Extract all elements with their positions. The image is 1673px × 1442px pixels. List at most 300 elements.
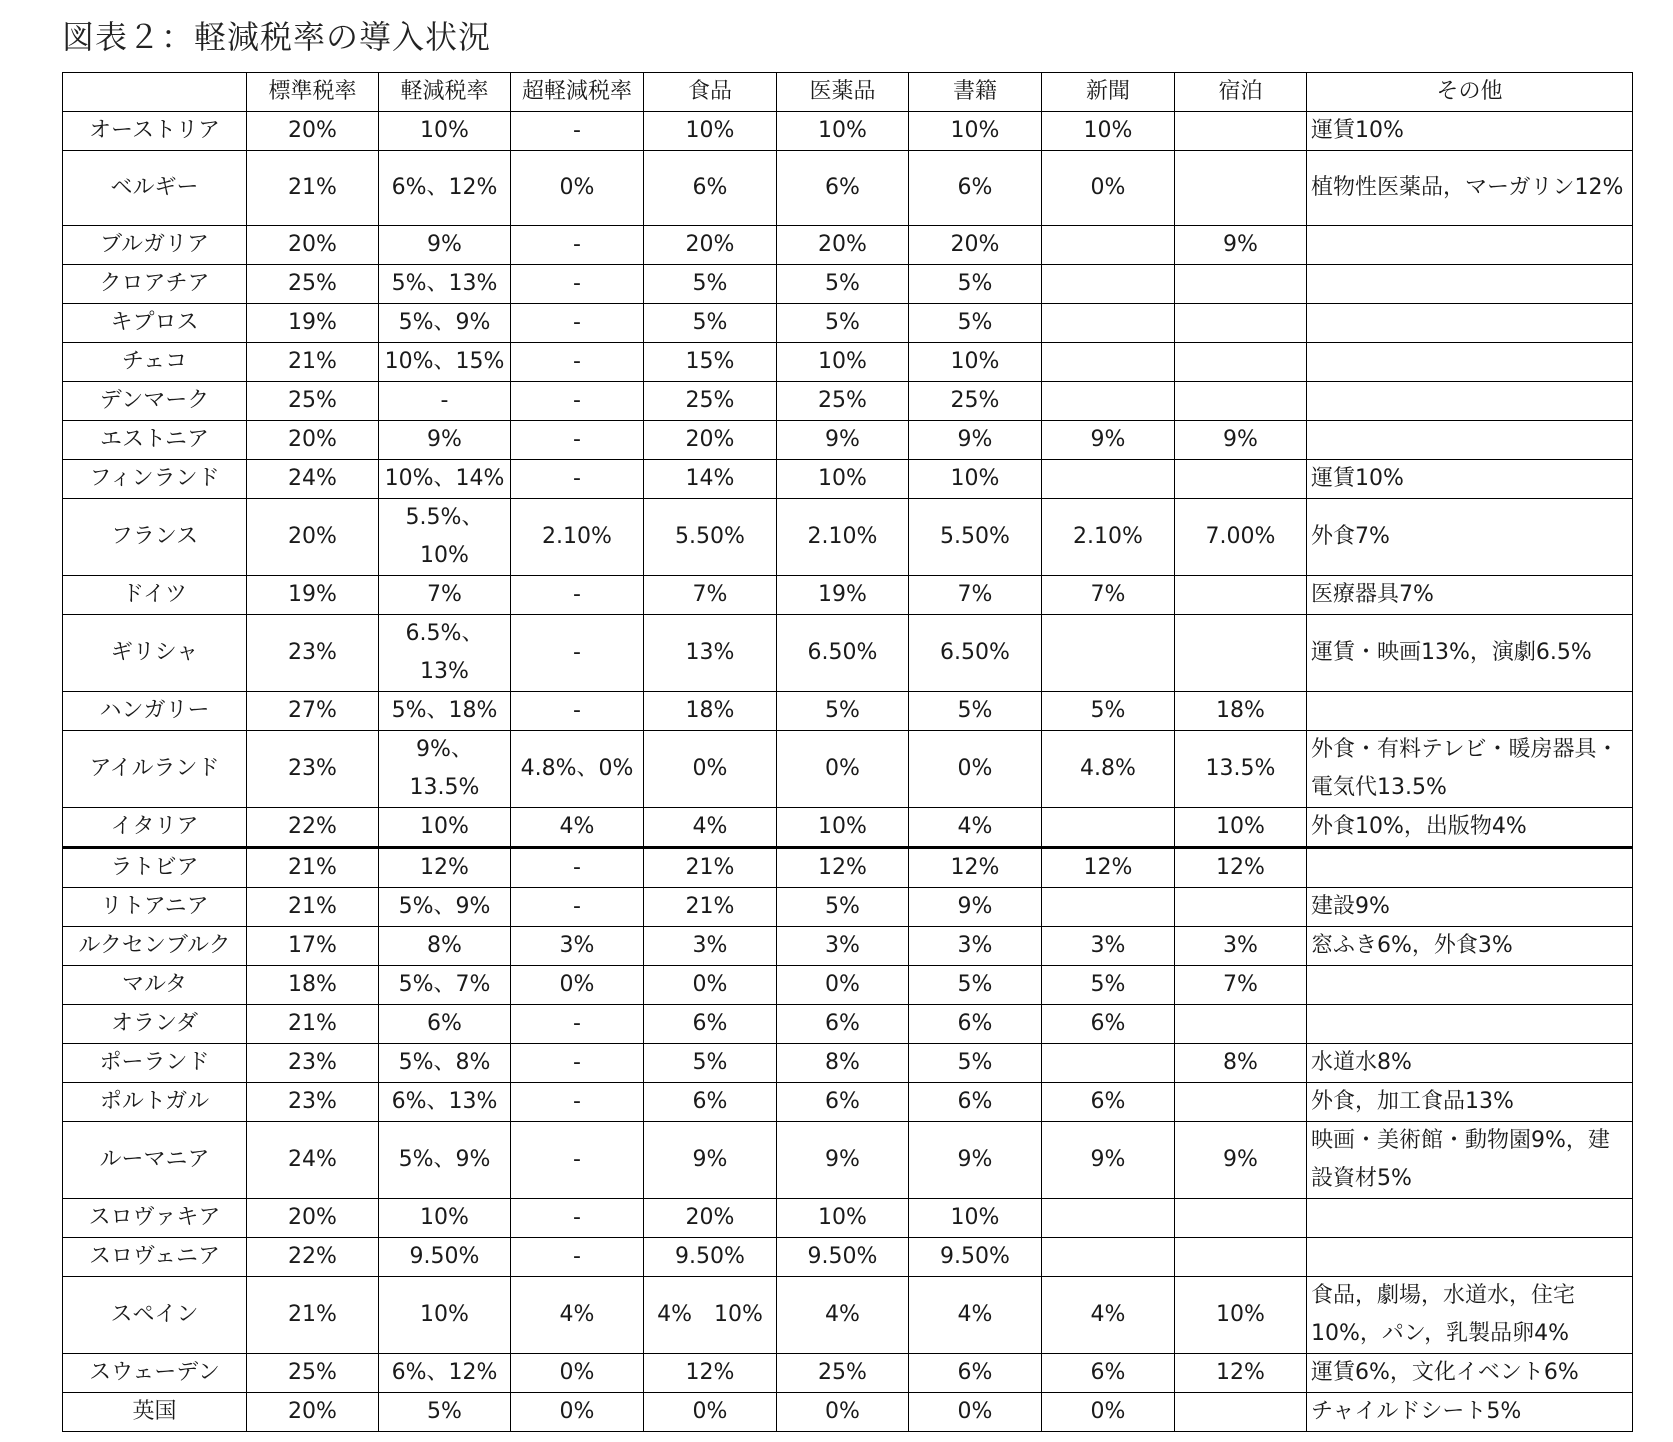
accommodation-cell: 7.00%: [1175, 499, 1307, 576]
food-cell: 5%: [644, 1044, 777, 1083]
standard-rate-cell: 17%: [247, 927, 379, 966]
newspapers-cell: 4.8%: [1042, 731, 1175, 808]
accommodation-cell: [1175, 151, 1307, 226]
books-cell: 7%: [909, 576, 1042, 615]
food-cell: 21%: [644, 848, 777, 888]
standard-rate-cell: 20%: [247, 499, 379, 576]
reduced-rate-cell: 9%: [379, 226, 511, 265]
accommodation-cell: [1175, 888, 1307, 927]
books-cell: 5%: [909, 304, 1042, 343]
table-row: [63, 499, 1633, 576]
reduced-rate-cell: -: [379, 382, 511, 421]
table-row: [63, 1083, 1633, 1122]
country-cell: リトアニア: [63, 888, 247, 927]
newspapers-cell: 12%: [1042, 848, 1175, 888]
books-cell: 9%: [909, 1122, 1042, 1199]
books-cell: 10%: [909, 460, 1042, 499]
medicine-cell: 19%: [777, 576, 909, 615]
newspapers-cell: [1042, 343, 1175, 382]
country-cell: ポーランド: [63, 1044, 247, 1083]
super-reduced-rate-cell: -: [511, 1083, 644, 1122]
accommodation-cell: 3%: [1175, 927, 1307, 966]
table-row: [63, 692, 1633, 731]
other-cell: 外食，加工食品13%: [1307, 1083, 1633, 1122]
medicine-cell: 10%: [777, 343, 909, 382]
standard-rate-cell: 25%: [247, 265, 379, 304]
reduced-rate-cell: 10%、14%: [379, 460, 511, 499]
reduced-rate-cell: 10%: [379, 112, 511, 151]
table-row: [63, 966, 1633, 1005]
other-cell: 外食・有料テレビ・暖房器具・電気代13.5%: [1307, 731, 1633, 808]
books-cell: 9%: [909, 888, 1042, 927]
standard-rate-cell: 23%: [247, 1044, 379, 1083]
super-reduced-rate-cell: -: [511, 1199, 644, 1238]
accommodation-cell: [1175, 304, 1307, 343]
super-reduced-rate-cell: 4.8%、0%: [511, 731, 644, 808]
super-reduced-rate-cell: 2.10%: [511, 499, 644, 576]
accommodation-cell: [1175, 1083, 1307, 1122]
country-cell: クロアチア: [63, 265, 247, 304]
table-row: [63, 304, 1633, 343]
medicine-cell: 25%: [777, 382, 909, 421]
table-row: [63, 808, 1633, 848]
food-cell: 0%: [644, 731, 777, 808]
standard-rate-cell: 25%: [247, 382, 379, 421]
books-cell: 6%: [909, 1083, 1042, 1122]
newspapers-cell: [1042, 888, 1175, 927]
medicine-cell: 0%: [777, 1393, 909, 1432]
accommodation-cell: [1175, 382, 1307, 421]
table-row: [63, 1354, 1633, 1393]
super-reduced-rate-cell: 4%: [511, 808, 644, 848]
table-row: [63, 226, 1633, 265]
medicine-cell: 2.10%: [777, 499, 909, 576]
standard-rate-cell: 24%: [247, 1122, 379, 1199]
food-cell: 4%: [644, 808, 777, 848]
medicine-cell: 5%: [777, 692, 909, 731]
country-cell: ポルトガル: [63, 1083, 247, 1122]
accommodation-cell: [1175, 576, 1307, 615]
standard-rate-cell: 21%: [247, 1277, 379, 1354]
standard-rate-cell: 25%: [247, 1354, 379, 1393]
other-cell: [1307, 382, 1633, 421]
standard-rate-cell: 21%: [247, 848, 379, 888]
other-cell: 建設9%: [1307, 888, 1633, 927]
super-reduced-rate-cell: 0%: [511, 1393, 644, 1432]
table-row: [63, 421, 1633, 460]
other-cell: [1307, 1005, 1633, 1044]
newspapers-cell: [1042, 304, 1175, 343]
medicine-cell: 6.50%: [777, 615, 909, 692]
standard-rate-cell: 21%: [247, 343, 379, 382]
super-reduced-rate-cell: 0%: [511, 1354, 644, 1393]
newspapers-cell: [1042, 1044, 1175, 1083]
newspapers-cell: [1042, 265, 1175, 304]
reduced-rate-cell: 5%、9%: [379, 888, 511, 927]
accommodation-cell: 10%: [1175, 808, 1307, 848]
newspapers-cell: [1042, 226, 1175, 265]
reduced-rate-cell: 5%、18%: [379, 692, 511, 731]
books-cell: 0%: [909, 731, 1042, 808]
header-row: [63, 73, 1633, 112]
vat-rates-table: [62, 72, 1633, 1432]
food-cell: 10%: [644, 112, 777, 151]
other-cell: 医療器具7%: [1307, 576, 1633, 615]
country-cell: スロヴェニア: [63, 1238, 247, 1277]
accommodation-cell: 9%: [1175, 226, 1307, 265]
newspapers-cell: 6%: [1042, 1005, 1175, 1044]
super-reduced-rate-cell: -: [511, 382, 644, 421]
medicine-cell: 6%: [777, 1083, 909, 1122]
accommodation-cell: 8%: [1175, 1044, 1307, 1083]
country-cell: アイルランド: [63, 731, 247, 808]
super-reduced-rate-cell: -: [511, 421, 644, 460]
super-reduced-rate-cell: -: [511, 460, 644, 499]
reduced-rate-cell: 5%、13%: [379, 265, 511, 304]
super-reduced-rate-cell: -: [511, 112, 644, 151]
standard-rate-cell: 20%: [247, 112, 379, 151]
medicine-cell: 4%: [777, 1277, 909, 1354]
other-cell: [1307, 692, 1633, 731]
header-books: 書籍: [909, 73, 1042, 112]
accommodation-cell: [1175, 343, 1307, 382]
books-cell: 9%: [909, 421, 1042, 460]
accommodation-cell: 7%: [1175, 966, 1307, 1005]
books-cell: 4%: [909, 1277, 1042, 1354]
table-row: [63, 1005, 1633, 1044]
newspapers-cell: 5%: [1042, 692, 1175, 731]
table-row: [63, 888, 1633, 927]
country-cell: ブルガリア: [63, 226, 247, 265]
country-cell: チェコ: [63, 343, 247, 382]
figure-title: 図表２：軽減税率の導入状況: [62, 18, 492, 56]
accommodation-cell: 9%: [1175, 1122, 1307, 1199]
super-reduced-rate-cell: 0%: [511, 966, 644, 1005]
reduced-rate-cell: 5%、7%: [379, 966, 511, 1005]
country-cell: ルーマニア: [63, 1122, 247, 1199]
books-cell: 3%: [909, 927, 1042, 966]
country-cell: マルタ: [63, 966, 247, 1005]
table-body: [63, 112, 1633, 1432]
newspapers-cell: 2.10%: [1042, 499, 1175, 576]
books-cell: 20%: [909, 226, 1042, 265]
food-cell: 0%: [644, 966, 777, 1005]
header-medicine: 医薬品: [777, 73, 909, 112]
standard-rate-cell: 20%: [247, 421, 379, 460]
country-cell: 英国: [63, 1393, 247, 1432]
newspapers-cell: 10%: [1042, 112, 1175, 151]
standard-rate-cell: 20%: [247, 226, 379, 265]
super-reduced-rate-cell: -: [511, 1122, 644, 1199]
table-row: [63, 1199, 1633, 1238]
other-cell: 運賃・映画13%，演劇6.5%: [1307, 615, 1633, 692]
other-cell: 外食10%，出版物4%: [1307, 808, 1633, 848]
country-cell: スロヴァキア: [63, 1199, 247, 1238]
books-cell: 4%: [909, 808, 1042, 848]
country-cell: ギリシャ: [63, 615, 247, 692]
header-blank: [63, 73, 247, 112]
other-cell: [1307, 1199, 1633, 1238]
standard-rate-cell: 21%: [247, 151, 379, 226]
country-cell: フィンランド: [63, 460, 247, 499]
food-cell: 13%: [644, 615, 777, 692]
other-cell: 水道水8%: [1307, 1044, 1633, 1083]
reduced-rate-cell: 5%、9%: [379, 304, 511, 343]
medicine-cell: 12%: [777, 848, 909, 888]
other-cell: [1307, 304, 1633, 343]
food-cell: 0%: [644, 1393, 777, 1432]
header-accommodation: 宿泊: [1175, 73, 1307, 112]
super-reduced-rate-cell: -: [511, 1238, 644, 1277]
accommodation-cell: 12%: [1175, 1354, 1307, 1393]
food-cell: 6%: [644, 1083, 777, 1122]
super-reduced-rate-cell: 3%: [511, 927, 644, 966]
standard-rate-cell: 21%: [247, 1005, 379, 1044]
other-cell: [1307, 421, 1633, 460]
country-cell: オランダ: [63, 1005, 247, 1044]
accommodation-cell: [1175, 265, 1307, 304]
super-reduced-rate-cell: -: [511, 1005, 644, 1044]
newspapers-cell: 9%: [1042, 421, 1175, 460]
newspapers-cell: 9%: [1042, 1122, 1175, 1199]
accommodation-cell: [1175, 1238, 1307, 1277]
accommodation-cell: 9%: [1175, 421, 1307, 460]
standard-rate-cell: 21%: [247, 888, 379, 927]
reduced-rate-cell: 9%、13.5%: [379, 731, 511, 808]
food-cell: 3%: [644, 927, 777, 966]
reduced-rate-cell: 10%: [379, 1277, 511, 1354]
medicine-cell: 9%: [777, 1122, 909, 1199]
standard-rate-cell: 23%: [247, 615, 379, 692]
reduced-rate-cell: 6%、12%: [379, 1354, 511, 1393]
accommodation-cell: [1175, 1005, 1307, 1044]
books-cell: 6%: [909, 1005, 1042, 1044]
table-row: [63, 1044, 1633, 1083]
super-reduced-rate-cell: -: [511, 576, 644, 615]
newspapers-cell: 6%: [1042, 1083, 1175, 1122]
country-cell: スペイン: [63, 1277, 247, 1354]
food-cell: 15%: [644, 343, 777, 382]
newspapers-cell: [1042, 1238, 1175, 1277]
table-row: [63, 576, 1633, 615]
reduced-rate-cell: 10%、15%: [379, 343, 511, 382]
reduced-rate-cell: 12%: [379, 848, 511, 888]
reduced-rate-cell: 6%、12%: [379, 151, 511, 226]
books-cell: 10%: [909, 343, 1042, 382]
books-cell: 6.50%: [909, 615, 1042, 692]
food-cell: 9%: [644, 1122, 777, 1199]
super-reduced-rate-cell: -: [511, 692, 644, 731]
food-cell: 4% 10%: [644, 1277, 777, 1354]
other-cell: [1307, 265, 1633, 304]
header-food: 食品: [644, 73, 777, 112]
medicine-cell: 10%: [777, 460, 909, 499]
books-cell: 10%: [909, 1199, 1042, 1238]
other-cell: [1307, 226, 1633, 265]
table-row: [63, 265, 1633, 304]
table-row: [63, 615, 1633, 692]
reduced-rate-cell: 5%、8%: [379, 1044, 511, 1083]
table-row: [63, 848, 1633, 888]
super-reduced-rate-cell: -: [511, 615, 644, 692]
reduced-rate-cell: 6.5%、13%: [379, 615, 511, 692]
newspapers-cell: 6%: [1042, 1354, 1175, 1393]
other-cell: 食品，劇場，水道水，住宅10%，パン，乳製品卵4%: [1307, 1277, 1633, 1354]
accommodation-cell: [1175, 460, 1307, 499]
standard-rate-cell: 20%: [247, 1393, 379, 1432]
food-cell: 5%: [644, 304, 777, 343]
country-cell: エストニア: [63, 421, 247, 460]
country-cell: ドイツ: [63, 576, 247, 615]
country-cell: ラトビア: [63, 848, 247, 888]
food-cell: 6%: [644, 151, 777, 226]
newspapers-cell: [1042, 808, 1175, 848]
super-reduced-rate-cell: 4%: [511, 1277, 644, 1354]
standard-rate-cell: 19%: [247, 304, 379, 343]
table-row: [63, 112, 1633, 151]
newspapers-cell: [1042, 460, 1175, 499]
other-cell: [1307, 848, 1633, 888]
books-cell: 10%: [909, 112, 1042, 151]
other-cell: 外食7%: [1307, 499, 1633, 576]
accommodation-cell: 13.5%: [1175, 731, 1307, 808]
books-cell: 12%: [909, 848, 1042, 888]
books-cell: 5%: [909, 1044, 1042, 1083]
table-row: [63, 1238, 1633, 1277]
food-cell: 12%: [644, 1354, 777, 1393]
reduced-rate-cell: 10%: [379, 808, 511, 848]
other-cell: [1307, 966, 1633, 1005]
standard-rate-cell: 23%: [247, 1083, 379, 1122]
super-reduced-rate-cell: -: [511, 888, 644, 927]
newspapers-cell: [1042, 615, 1175, 692]
standard-rate-cell: 24%: [247, 460, 379, 499]
newspapers-cell: [1042, 382, 1175, 421]
country-cell: キプロス: [63, 304, 247, 343]
standard-rate-cell: 18%: [247, 966, 379, 1005]
other-cell: [1307, 1238, 1633, 1277]
header-other: その他: [1307, 73, 1633, 112]
medicine-cell: 5%: [777, 304, 909, 343]
reduced-rate-cell: 6%、13%: [379, 1083, 511, 1122]
accommodation-cell: 18%: [1175, 692, 1307, 731]
medicine-cell: 9%: [777, 421, 909, 460]
accommodation-cell: [1175, 1393, 1307, 1432]
medicine-cell: 9.50%: [777, 1238, 909, 1277]
super-reduced-rate-cell: -: [511, 848, 644, 888]
table-row: [63, 382, 1633, 421]
books-cell: 5%: [909, 966, 1042, 1005]
standard-rate-cell: 19%: [247, 576, 379, 615]
food-cell: 5%: [644, 265, 777, 304]
header-reduced-rate: 軽減税率: [379, 73, 511, 112]
medicine-cell: 10%: [777, 112, 909, 151]
food-cell: 5.50%: [644, 499, 777, 576]
food-cell: 9.50%: [644, 1238, 777, 1277]
header-standard-rate: 標準税率: [247, 73, 379, 112]
table-row: [63, 731, 1633, 808]
country-cell: ベルギー: [63, 151, 247, 226]
country-cell: ハンガリー: [63, 692, 247, 731]
food-cell: 25%: [644, 382, 777, 421]
accommodation-cell: 10%: [1175, 1277, 1307, 1354]
other-cell: 運賃10%: [1307, 112, 1633, 151]
medicine-cell: 5%: [777, 265, 909, 304]
other-cell: [1307, 343, 1633, 382]
accommodation-cell: 12%: [1175, 848, 1307, 888]
table-row: [63, 460, 1633, 499]
super-reduced-rate-cell: -: [511, 304, 644, 343]
books-cell: 5.50%: [909, 499, 1042, 576]
medicine-cell: 10%: [777, 808, 909, 848]
books-cell: 6%: [909, 151, 1042, 226]
standard-rate-cell: 20%: [247, 1199, 379, 1238]
medicine-cell: 6%: [777, 151, 909, 226]
other-cell: 映画・美術館・動物園9%，建設資材5%: [1307, 1122, 1633, 1199]
medicine-cell: 25%: [777, 1354, 909, 1393]
table-row: [63, 1277, 1633, 1354]
books-cell: 25%: [909, 382, 1042, 421]
newspapers-cell: 3%: [1042, 927, 1175, 966]
standard-rate-cell: 22%: [247, 1238, 379, 1277]
other-cell: 窓ふき6%，外食3%: [1307, 927, 1633, 966]
table-row: [63, 343, 1633, 382]
super-reduced-rate-cell: -: [511, 265, 644, 304]
books-cell: 6%: [909, 1354, 1042, 1393]
super-reduced-rate-cell: -: [511, 226, 644, 265]
medicine-cell: 0%: [777, 966, 909, 1005]
country-cell: フランス: [63, 499, 247, 576]
food-cell: 18%: [644, 692, 777, 731]
super-reduced-rate-cell: -: [511, 343, 644, 382]
books-cell: 9.50%: [909, 1238, 1042, 1277]
header-newspapers: 新聞: [1042, 73, 1175, 112]
reduced-rate-cell: 9.50%: [379, 1238, 511, 1277]
medicine-cell: 6%: [777, 1005, 909, 1044]
standard-rate-cell: 22%: [247, 808, 379, 848]
header-super-reduced-rate: 超軽減税率: [511, 73, 644, 112]
accommodation-cell: [1175, 615, 1307, 692]
food-cell: 20%: [644, 1199, 777, 1238]
medicine-cell: 3%: [777, 927, 909, 966]
medicine-cell: 10%: [777, 1199, 909, 1238]
food-cell: 21%: [644, 888, 777, 927]
books-cell: 5%: [909, 692, 1042, 731]
reduced-rate-cell: 5.5%、10%: [379, 499, 511, 576]
country-cell: スウェーデン: [63, 1354, 247, 1393]
country-cell: デンマーク: [63, 382, 247, 421]
table-row: [63, 927, 1633, 966]
table-row: [63, 1393, 1633, 1432]
newspapers-cell: 5%: [1042, 966, 1175, 1005]
reduced-rate-cell: 5%、9%: [379, 1122, 511, 1199]
table-row: [63, 151, 1633, 226]
medicine-cell: 8%: [777, 1044, 909, 1083]
books-cell: 5%: [909, 265, 1042, 304]
country-cell: オーストリア: [63, 112, 247, 151]
other-cell: 運賃6%，文化イベント6%: [1307, 1354, 1633, 1393]
food-cell: 20%: [644, 226, 777, 265]
medicine-cell: 0%: [777, 731, 909, 808]
newspapers-cell: 0%: [1042, 151, 1175, 226]
reduced-rate-cell: 10%: [379, 1199, 511, 1238]
food-cell: 7%: [644, 576, 777, 615]
newspapers-cell: 7%: [1042, 576, 1175, 615]
standard-rate-cell: 23%: [247, 731, 379, 808]
medicine-cell: 20%: [777, 226, 909, 265]
newspapers-cell: 4%: [1042, 1277, 1175, 1354]
accommodation-cell: [1175, 112, 1307, 151]
